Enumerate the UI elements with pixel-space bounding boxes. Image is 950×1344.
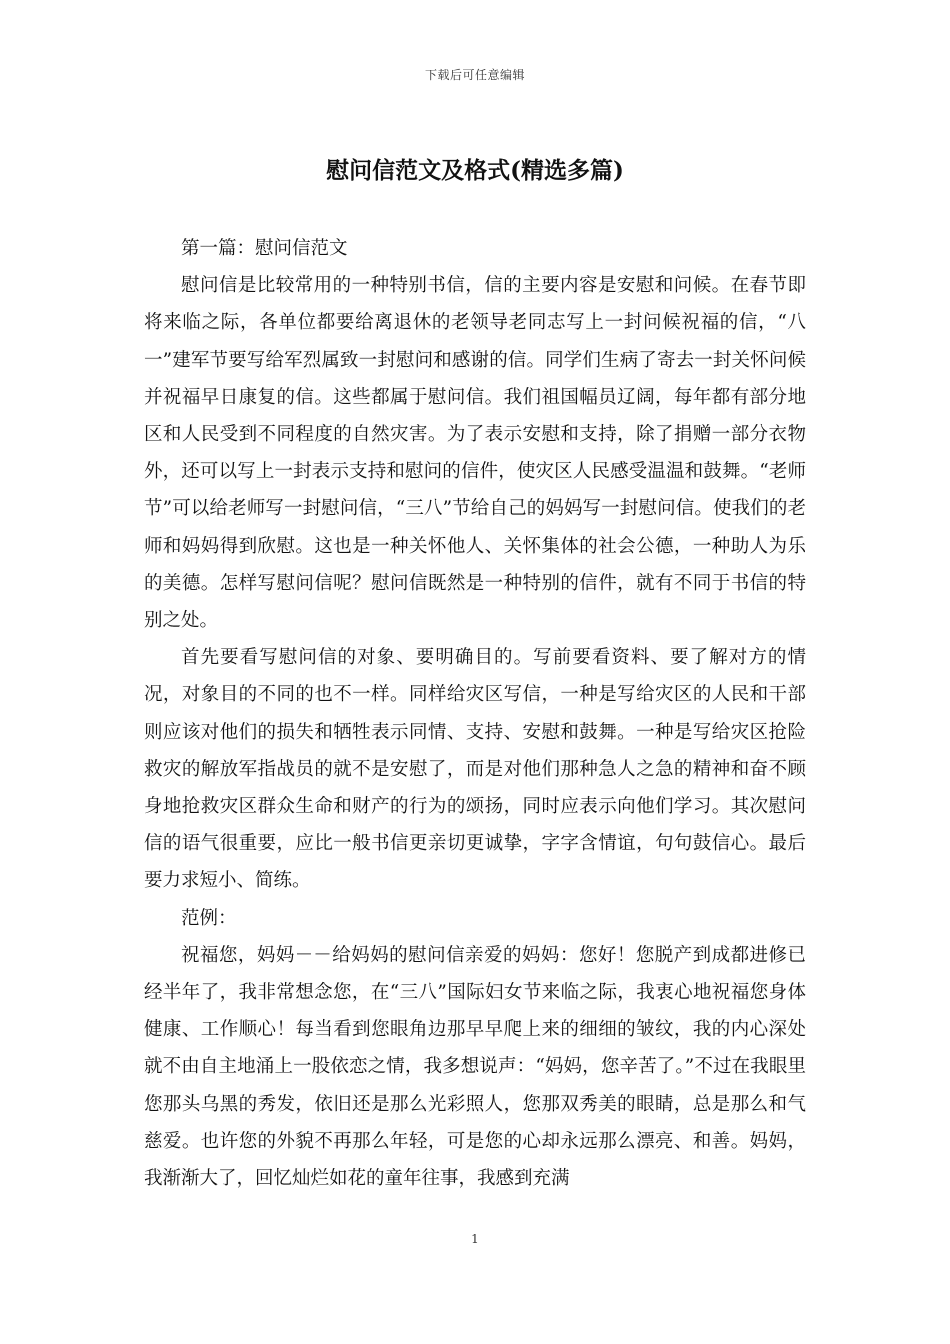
document-body <box>144 230 806 1197</box>
body-paragraph: 慰问信是比较常用的一种特别书信，信的主要内容是安慰和问候。在春节即将来临之际，各单位都要给离退休的老领导老同志写上一封问候祝福的信，“八一”建军节要写给军烈属致一封慰问和感谢的信。同学们生病了寄去一封关怀问候并祝福早日康复的信。这些都属于慰问信。我们祖国幅员辽阔，每年都有部分地区和人民受到不同程度的自然灾害。为了表示安慰和支持，除了捐赠一部分衣物外，还可以写上一封表示支持和慰问的信件，使灾区人民感受温温和鼓舞。“老师节”可以给老师写一封慰问信，“三八”节给自己的妈妈写一封慰问信。使我们的老师和妈妈得到欣慰。这也是一种关怀他人、关怀集体的社会公德，一种助人为乐的美德。怎样写慰问信呢？慰问信既然是一种特别的信件，就有不同于书信的特别之处。 <box>144 275 806 632</box>
page-number: 1 <box>471 1232 479 1246</box>
body-paragraph: 祝福您，妈妈－－给妈妈的慰问信亲爱的妈妈：您好！您脱产到成都进修已经半年了，我非常想念您，在“三八”国际妇女节来临之际，我衷心地祝福您身体健康、工作顺心！每当看到您眼角边那早早爬上来的细细的皱纹，我的内心深处就不由自主地涌上一股依恋之情，我多想说声：“妈妈，您辛苦了。”不过在我眼里您那头乌黑的秀发，依旧还是那么光彩照人，您那双秀美的眼睛，总是那么和气慈爱。也许您的外貌不再那么年轻，可是您的心却永远那么漂亮、和善。妈妈，我渐渐大了，回忆灿烂如花的童年往事，我感到充满 <box>144 944 806 1190</box>
document-title: 慰问信范文及格式(精选多篇) <box>326 157 624 184</box>
body-paragraph: 首先要看写慰问信的对象、要明确目的。写前要看资料、要了解对方的情况，对象目的不同的也不一样。同样给灾区写信，一种是写给灾区的人民和干部则应该对他们的损失和牺牲表示同情、支持、安慰和鼓舞。一种是写给灾区抢险救灾的解放军指战员的就不是安慰了，而是对他们那种急人之急的精神和奋不顾身地抢救灾区群众生命和财产的行为的颂扬，同时应表示向他们学习。其次慰问信的语气很重要，应比一般书信更亲切更诚挚，字字含情谊，句句鼓信心。最后要力求短小、简练。 <box>144 647 806 892</box>
example-label: 范例： <box>181 907 237 929</box>
section-heading: 第一篇：慰问信范文 <box>181 238 348 259</box>
header-note: 下载后可任意编辑 <box>424 68 525 82</box>
